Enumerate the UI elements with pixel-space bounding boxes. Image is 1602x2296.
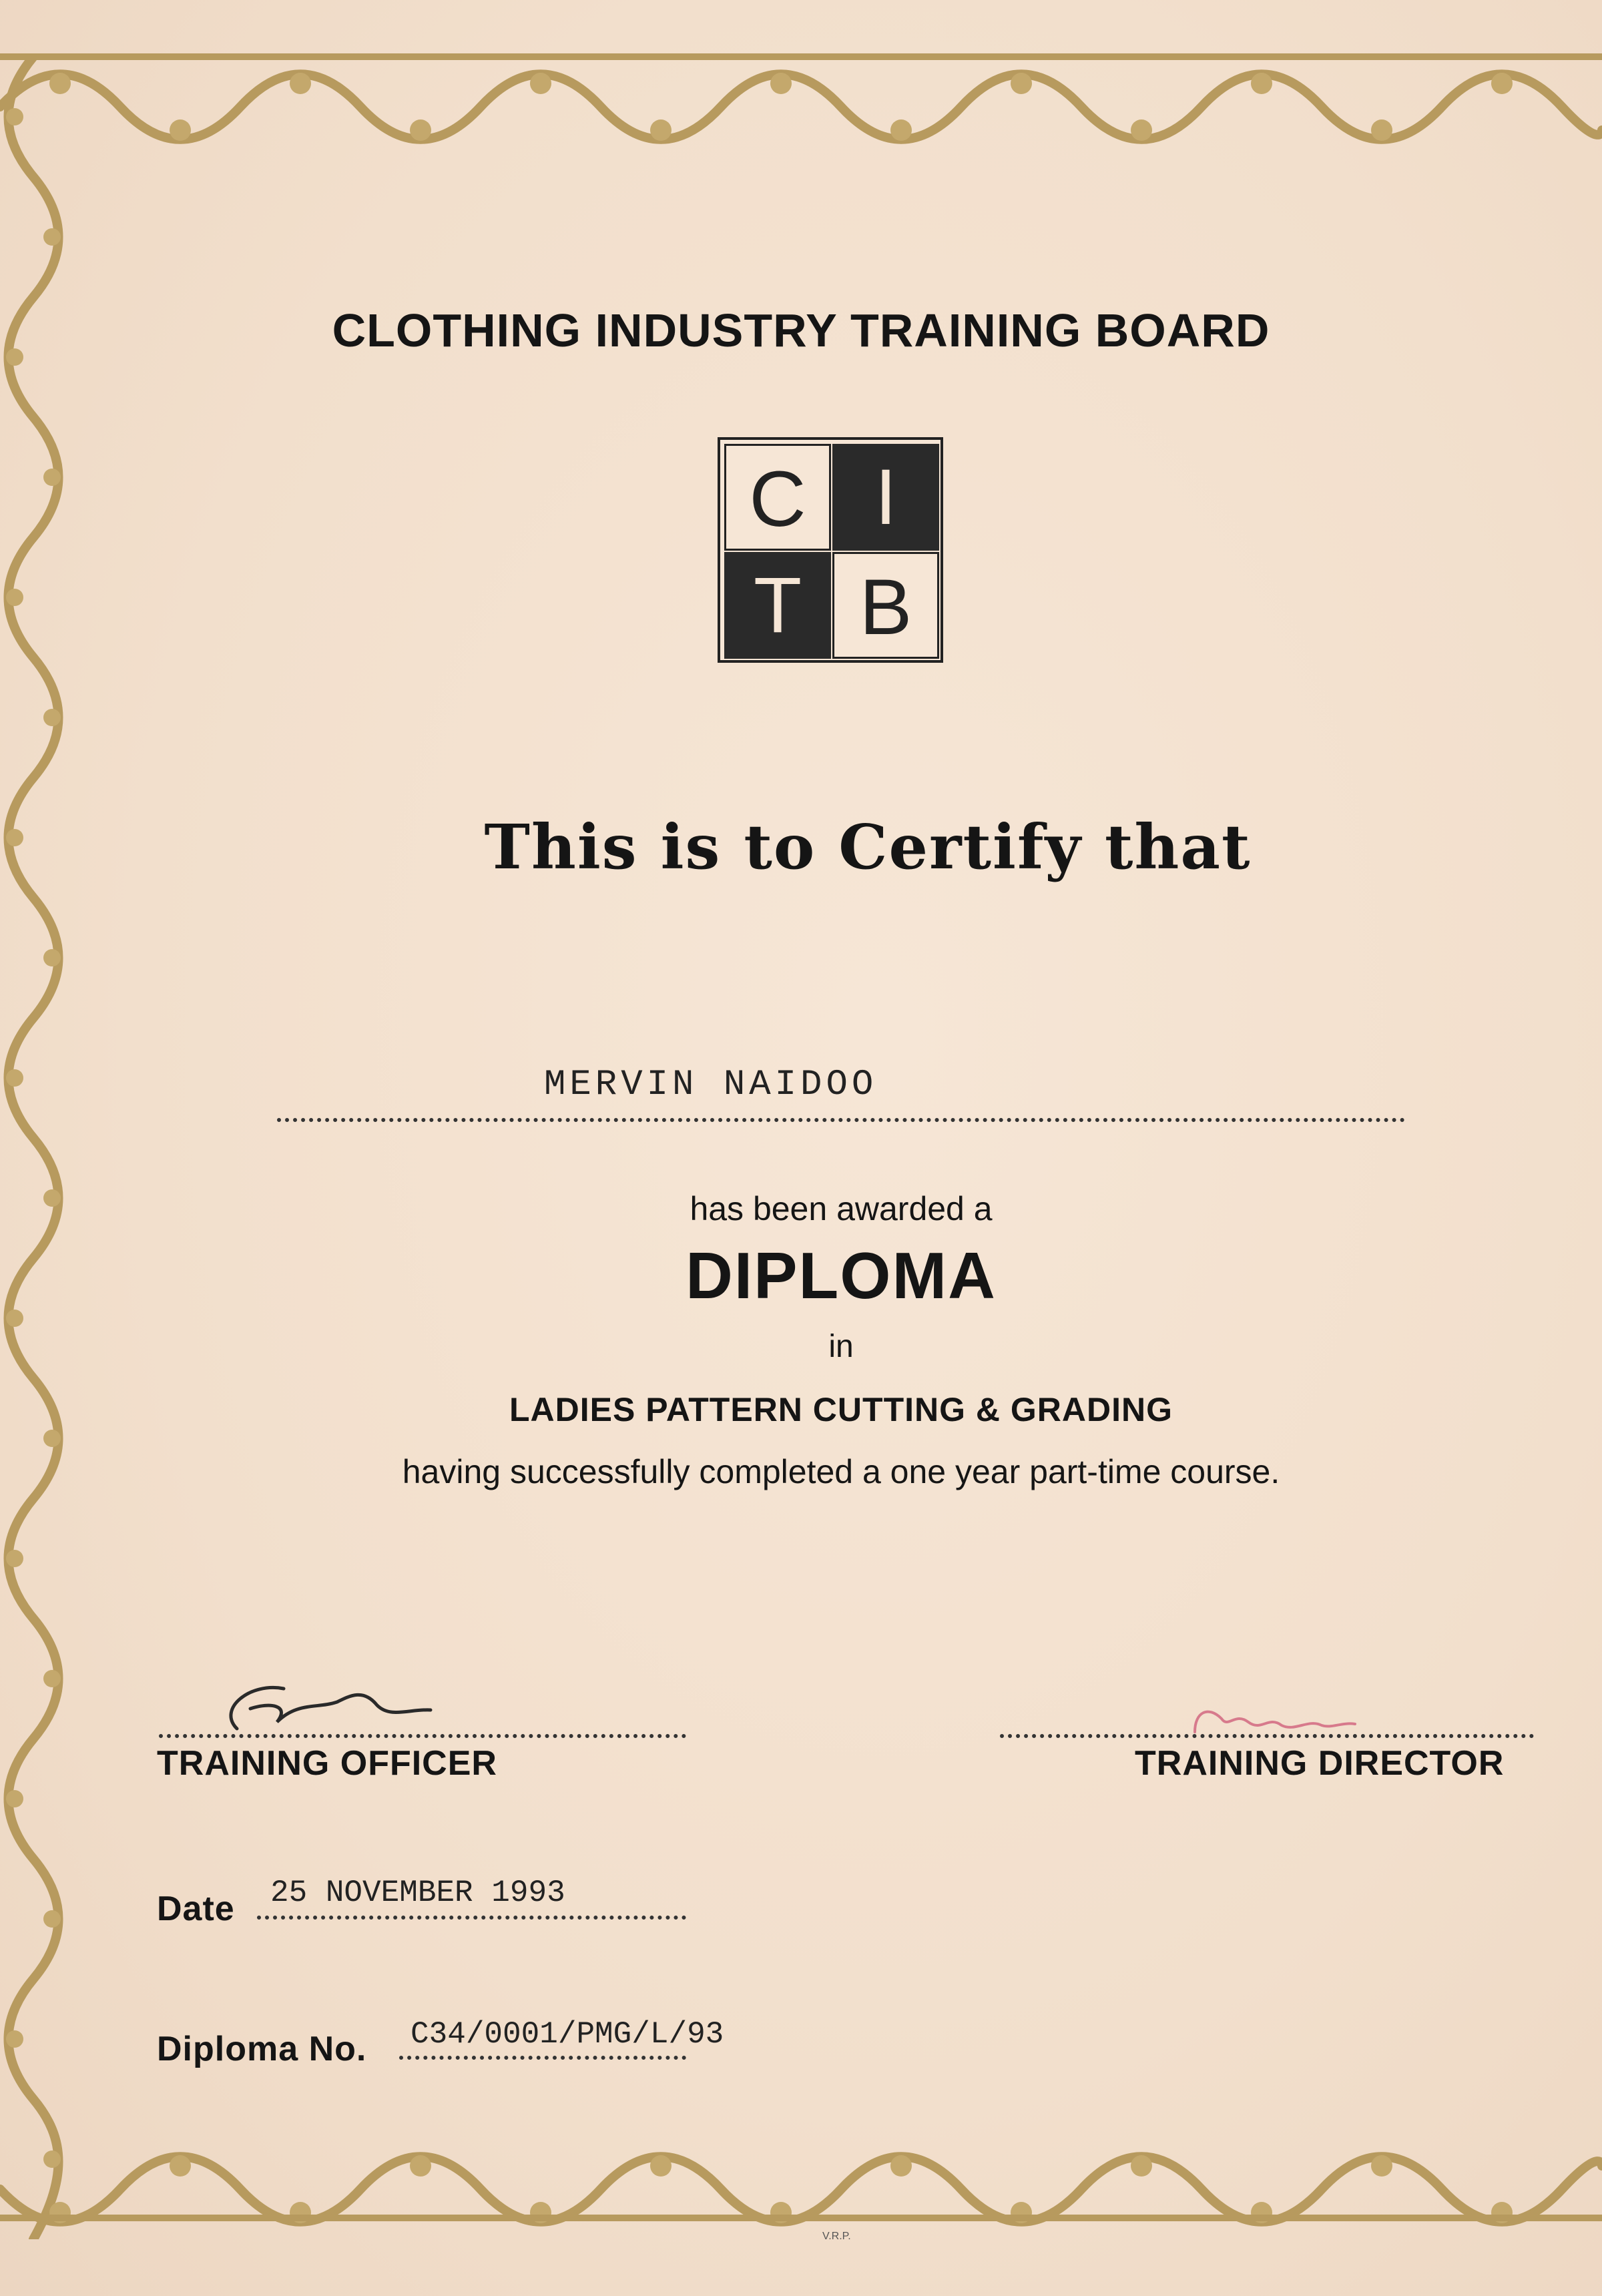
awarded-text: has been awarded a (690, 1190, 993, 1227)
training-officer-label: TRAINING OFFICER (157, 1744, 497, 1783)
bottom-border-rule (0, 2215, 1602, 2221)
training-director-dotted-line (1000, 1734, 1534, 1738)
date-label: Date (157, 1890, 235, 1928)
logo-letter-b: B (832, 552, 939, 659)
top-ornamental-border (0, 57, 1602, 157)
certify-heading: This is to Certify that (484, 811, 1252, 883)
recipient-dotted-line (277, 1118, 1405, 1122)
recipient-name: MERVIN NAIDOO (544, 1065, 878, 1105)
in-text: in (828, 1329, 854, 1364)
course-name: LADIES PATTERN CUTTING & GRADING (509, 1391, 1173, 1428)
diploma-number-label: Diploma No. (157, 2030, 367, 2068)
logo-letter-i: I (832, 444, 939, 551)
completion-text: having successfully completed a one year part-time course. (402, 1453, 1280, 1490)
logo-letter-t: T (724, 552, 831, 659)
printer-mark: V.R.P. (822, 2231, 851, 2242)
diploma-number-value: C34/0001/PMG/L/93 (411, 2017, 724, 2052)
left-ornamental-border (0, 57, 67, 2239)
training-officer-dotted-line (159, 1734, 686, 1738)
bottom-ornamental-border (0, 2139, 1602, 2239)
date-dotted-line (257, 1916, 686, 1920)
logo-letter-c: C (724, 444, 831, 551)
organization-title: CLOTHING INDUSTRY TRAINING BOARD (332, 304, 1270, 356)
diploma-number-dotted-line (399, 2056, 686, 2060)
citb-logo (718, 437, 943, 663)
date-value: 25 NOVEMBER 1993 (270, 1876, 565, 1910)
award-type: DIPLOMA (686, 1239, 997, 1312)
training-director-label: TRAINING DIRECTOR (1135, 1744, 1505, 1783)
